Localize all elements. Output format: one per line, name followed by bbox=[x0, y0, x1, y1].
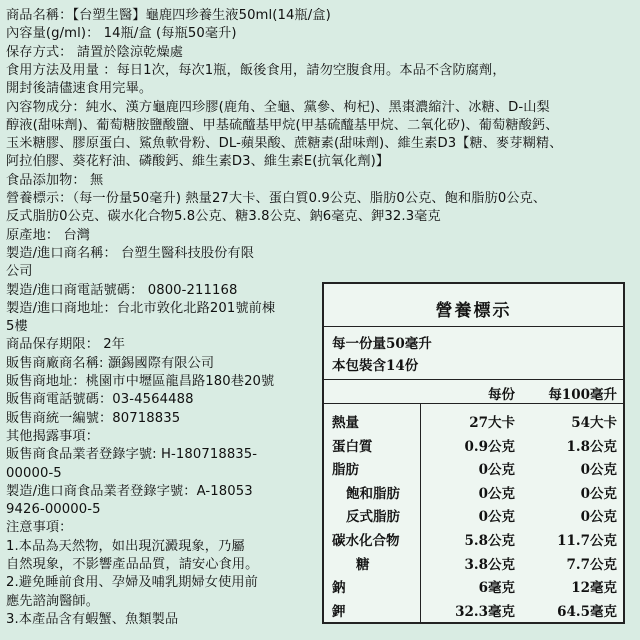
per-serving-value: 27大卡 bbox=[469, 415, 515, 431]
divider bbox=[324, 326, 623, 327]
info-line: 食品添加物： 無 bbox=[6, 172, 104, 188]
nutrient-label: 糖 bbox=[356, 556, 370, 573]
per-serving-value: 0公克 bbox=[478, 485, 515, 502]
nutrient-label: 鉀 bbox=[332, 603, 346, 620]
nutrient-label: 鈉 bbox=[332, 580, 346, 597]
nutrition-row bbox=[324, 600, 623, 623]
info-line: 00000-5 bbox=[6, 465, 62, 481]
info-line: 食用方法及用量 ：每日1次，每次1瓶，飯後食用，請勿空腹食用。本品不含防腐劑， bbox=[6, 62, 506, 78]
nutrient-label: 碳水化合物 bbox=[332, 533, 400, 549]
per-100ml-value: 12毫克 bbox=[571, 580, 617, 597]
info-line: 自然現象，不影響產品品質，請安心食用。 bbox=[6, 557, 259, 572]
info-line: 販售商統一編號：80718835 bbox=[6, 410, 181, 426]
col-per-serving-header: 每份 bbox=[488, 387, 515, 403]
info-line: 內容量(g/ml)： 14瓶/盒 (每瓶50毫升) bbox=[6, 26, 237, 42]
divider bbox=[324, 379, 623, 380]
info-line: 販售商電話號碼：03-4564488 bbox=[6, 392, 194, 408]
info-line: 保存方式： 請置於陰涼乾燥處 bbox=[6, 44, 184, 60]
info-line: 應先諮詢醫師。 bbox=[6, 593, 100, 609]
info-line: 開封後請儘速食用完畢。 bbox=[6, 81, 153, 97]
nutrient-label: 熱量 bbox=[332, 415, 359, 431]
info-line: 商品名稱：【台塑生醫】龜鹿四珍養生液50ml(14瓶/盒) bbox=[6, 8, 331, 23]
per-serving-value: 0公克 bbox=[478, 462, 515, 479]
nutrition-row bbox=[324, 482, 623, 505]
serving-size: 每一份量50毫升 bbox=[332, 336, 432, 352]
nutrition-title: 營養標示 bbox=[435, 301, 512, 321]
info-line: 製造/進口商名稱： 台塑生醫科技股份有限 bbox=[6, 245, 255, 261]
per-100ml-value: 64.5毫克 bbox=[557, 603, 617, 620]
nutrient-label: 蛋白質 bbox=[332, 438, 373, 455]
servings-per-pack: 本包裝含14份 bbox=[332, 358, 419, 374]
nutrition-row bbox=[324, 435, 623, 458]
info-line: 阿拉伯膠、葵花籽油、磷酸鈣、維生素D3、維生素E(抗氧化劑)】 bbox=[6, 154, 390, 170]
nutrient-label: 脂肪 bbox=[332, 462, 359, 479]
info-line: 製造/進口商食品業者登錄字號：A-18053 bbox=[6, 483, 253, 499]
nutrition-row bbox=[324, 553, 623, 576]
info-line: 原產地： 台灣 bbox=[6, 227, 91, 243]
nutrition-row bbox=[324, 458, 623, 481]
nutrition-row bbox=[324, 505, 623, 528]
per-serving-value: 32.3毫克 bbox=[455, 603, 515, 620]
info-line: 營養標示：（每一份量50毫升) 熱量27大卡、蛋白質0.9公克、脂肪0公克、飽和脂肪0公克、 bbox=[6, 191, 547, 206]
per-100ml-value: 54大卡 bbox=[571, 415, 617, 431]
col-per-100ml-header: 每100毫升 bbox=[548, 387, 617, 403]
info-line: 5樓 bbox=[6, 319, 28, 335]
per-serving-value: 0.9公克 bbox=[464, 438, 515, 455]
nutrient-label: 飽和脂肪 bbox=[346, 485, 400, 502]
info-line: 醇液(甜味劑)、葡萄糖胺鹽酸鹽、甲基硫醯基甲烷(甲基硫醯基甲烷、二氧化矽)、葡萄糖酸鈣、 bbox=[6, 117, 559, 133]
info-line: 販售商廠商名稱: 灝錫國際有限公司 bbox=[6, 355, 215, 371]
info-line: 販售商食品業者登錄字號: H-180718835- bbox=[6, 447, 258, 463]
info-line: 反式脂肪0公克、碳水化合物5.8公克、糖3.8公克、鈉6毫克、鉀32.3毫克 bbox=[6, 209, 441, 225]
per-100ml-value: 0公克 bbox=[580, 462, 617, 479]
divider bbox=[324, 403, 623, 404]
per-serving-value: 5.8公克 bbox=[464, 533, 515, 549]
info-line: 玉米糖膠、膠原蛋白、鯊魚軟骨粉、DL-蘋果酸、蔗糖素(甜味劑)、維生素D3【糖、麥芽糊精、 bbox=[6, 136, 563, 152]
per-100ml-value: 7.7公克 bbox=[566, 556, 617, 573]
info-line: 注意事項： bbox=[6, 520, 73, 536]
per-serving-value: 3.8公克 bbox=[464, 556, 515, 573]
nutrition-facts-panel bbox=[322, 282, 625, 624]
nutrition-row bbox=[324, 411, 623, 434]
info-line: 3.本產品含有蝦蟹、魚類製品 bbox=[6, 611, 179, 627]
info-line: 商品保存期限： 2年 bbox=[6, 337, 126, 353]
info-line: 公司 bbox=[6, 264, 33, 280]
nutrient-label: 反式脂肪 bbox=[346, 509, 400, 526]
info-line: 1.本品為天然物，如出現沉澱現象，乃屬 bbox=[6, 538, 245, 554]
info-line: 販售商地址：桃園市中壢區龍昌路180巷20號 bbox=[6, 374, 275, 389]
per-serving-value: 0公克 bbox=[478, 509, 515, 526]
info-line: 內容物成分：純水、漢方龜鹿四珍膠(鹿角、全龜、黨參、枸杞)、黑棗濃縮汁、冰糖、D-山梨 bbox=[6, 99, 550, 115]
info-line: 2.避免睡前食用、孕婦及哺乳期婦女使用前 bbox=[6, 575, 258, 591]
per-serving-value: 6毫克 bbox=[478, 580, 515, 597]
info-line: 製造/進口商電話號碼： 0800-211168 bbox=[6, 282, 238, 298]
per-100ml-value: 11.7公克 bbox=[557, 533, 617, 549]
nutrition-row bbox=[324, 529, 623, 552]
per-100ml-value: 0公克 bbox=[580, 485, 617, 502]
info-line: 9426-00000-5 bbox=[6, 502, 101, 518]
info-line: 其他揭露事項： bbox=[6, 428, 100, 444]
info-line: 製造/進口商地址：台北市敦化北路201號前棟 bbox=[6, 300, 276, 316]
per-100ml-value: 1.8公克 bbox=[566, 438, 617, 455]
nutrition-row bbox=[324, 576, 623, 599]
per-100ml-value: 0公克 bbox=[580, 509, 617, 526]
